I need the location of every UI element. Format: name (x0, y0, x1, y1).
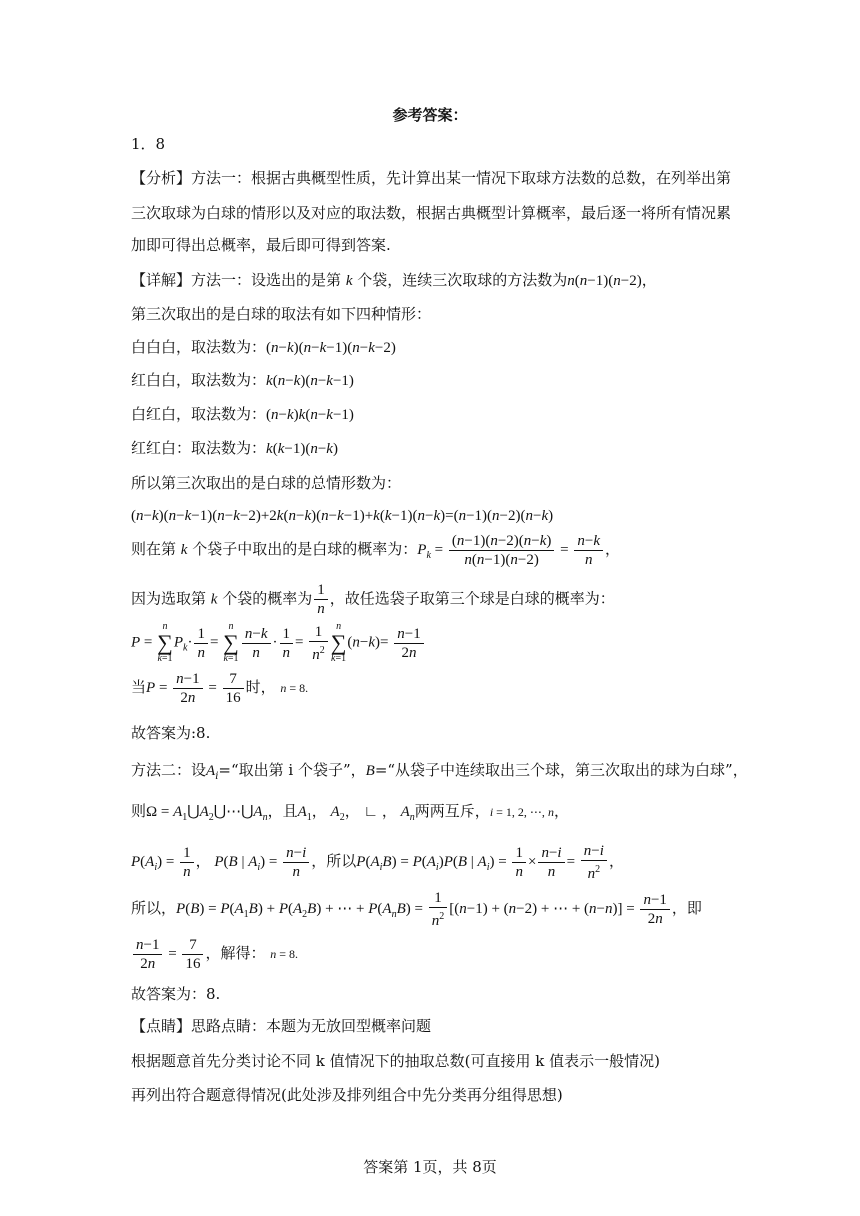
result-formula: $P(B) = P(A_1B) + P(A_2B)$ + ⋯ + $P(A_nB)$ = $\frac{1}{n^2}$ [(n−1) + (n−2) + ⋯ + (n−n)] = $\frac{n-1}{2n}$ (176, 901, 672, 917)
detail-line-1: 【详解】方法一：设选出的是第 k 个袋，连续三次取球的方法数为n(n−1)(n−2)， (131, 271, 657, 289)
choose-frac: $\frac{1}{n}$ (314, 581, 328, 618)
case-3-formula: (n−k)k(n−k−1) (266, 407, 354, 423)
case-1-label: 白白白，取法数为： (131, 338, 267, 356)
so-a: ，所以 (311, 851, 357, 870)
choose-line: 因为选取第 k 个袋的概率为 $\frac{1}{n}$ ，故任选袋子取第三个球是白球的概率为： (131, 582, 615, 617)
method2-a: 方法二：设 (131, 761, 207, 779)
choose-a: 因为选取第 (131, 589, 207, 608)
case-4-label: 红红白：取法数为： (131, 439, 267, 457)
answer-1: 故答案为:8. (131, 724, 211, 742)
comment-text-1: 思路点睛：本题为无放回型概率问题 (191, 1017, 432, 1035)
case-3 (131, 404, 354, 425)
solve-label: ，解得： (205, 943, 266, 962)
formula-total-ways: n(n−1)(n−2) (567, 273, 642, 289)
page-footer: 答案第 1页，共 8页 (363, 1158, 497, 1176)
result-line (131, 889, 702, 930)
analysis-line-2: 三次取球为白球的情形以及对应的取法数，根据古典概型计算概率，最后逐一将所有情况累 (131, 204, 732, 222)
choose-c: ，故任选袋子取第三个球是白球的概率为： (329, 589, 615, 608)
analysis-tag: 【分析】 (131, 169, 192, 187)
then-c: 两两互斥， (414, 802, 490, 820)
prob-k-formula: $P_k$ = $\frac{(n-1)(n-2)(n-k)}{n(n-1)(n-2)}$ = $\frac{n-k}{n}$ (417, 542, 605, 558)
prob-ai-line: $P(A_i)$ = $\frac{1}{n}$ ， P(B | $A_i$) = $\frac{n-i}{n}$ ，所以$P(A_iB) = P(A_i)P(B$ | $A_i$) = $\frac{1}{n}$ × $\frac{n-i}{n}$ = $\frac{n-i}{n^2}$ ， (131, 843, 624, 882)
detail-text-1b: 个袋，连续三次取球的方法数为 (357, 271, 568, 289)
then-a: 则 (131, 802, 147, 820)
when-result: n = 8. (280, 680, 309, 695)
analysis-line-3: 加即可得出总概率，最后即可得到答案. (131, 236, 391, 254)
when-suffix: 时， (245, 677, 276, 696)
comment-line-1 (131, 1016, 431, 1036)
prob-k-line: 则在第 k 个袋子中取出的是白球的概率为：$P_k$ = $\frac{(n-1)(n-2)(n-k)}{n(n-1)(n-2)}$ = $\frac{n-k}{n}$ ， (131, 533, 621, 568)
case-3-label: 白红白，取法数为： (131, 405, 267, 423)
detail-tag: 【详解】 (131, 271, 192, 289)
result-a: 所以， (131, 898, 177, 917)
analysis-line-1 (131, 168, 731, 188)
then-line: 则$\Omega = A_1⋃A_2⋃\cdots⋃A_n$，且$A_1$， $A_2$， ∟ ， $A_n$两两互斥，i = 1, 2, ⋯, n， (131, 802, 569, 823)
index-range: i = 1, 2, ⋯, n (489, 805, 554, 819)
prob-aib-formula: $P(A_iB) = P(A_i)P(B$ | $A_i$) = $\frac{1}{n}$ × $\frac{n-i}{n}$ = $\frac{n-i}{n^2}$ (356, 854, 609, 870)
question-number: 1．8 (131, 135, 166, 153)
prob-k-label-a: 则在第 (131, 539, 177, 558)
answer-2: 故答案为：8. (131, 985, 221, 1003)
total-label: 所以第三次取出的是白球的总情形数为： (131, 474, 402, 492)
case-2 (131, 370, 354, 391)
choose-b: 个袋的概率为 (222, 589, 313, 608)
when-formula: P = $\frac{n-1}{2n}$ = $\frac{7}{16}$ (146, 680, 246, 696)
when-label: 当 (131, 677, 147, 696)
events-list: $A_1$， $A_2$， ∟ ， $A_n$ (297, 804, 415, 823)
comment-tag: 【点睛】 (131, 1017, 192, 1035)
method2-line: 方法二：设$A_i=“$取出第 i 个袋子”，B=“从袋子中连续取出三个球，第三次取出的球为白球”， (131, 761, 748, 782)
prob-k-label-b: 个袋子中取出的是白球的概率为： (192, 539, 418, 558)
page-title: 参考答案： (392, 106, 468, 124)
solve-result: n = 8. (270, 946, 299, 961)
comment-line-3: 再列出符合题意得情况(此处涉及排列组合中先分类再分组得思想) (131, 1086, 563, 1104)
solve-formula: $\frac{n-1}{2n}$ = $\frac{7}{16}$ (131, 946, 205, 962)
case-4-formula: k(k−1)(n−k) (266, 441, 338, 457)
omega-formula: $\Omega = A_1⋃A_2⋃\cdots⋃A_n$ (146, 804, 268, 823)
case-1 (131, 337, 396, 358)
analysis-text-1: 方法一：根据古典概型性质，先计算出某一情况下取球方法数的总数，在列举出第 (191, 169, 732, 187)
comment-line-2: 根据题意首先分类讨论不同 k 值情况下的抽取总数(可直接用 k 值表示一般情况) (131, 1052, 660, 1070)
detail-text-1a: 方法一：设选出的是第 (191, 271, 342, 289)
when-line (131, 670, 308, 707)
prob-ai-formula: $P(A_i)$ = $\frac{1}{n}$ ， P(B | $A_i$) = $\frac{n-i}{n}$ (131, 854, 311, 870)
method2-c: =“从袋子中连续取出三个球，第三次取出的球为白球”， (374, 761, 748, 779)
solve-line (131, 936, 298, 973)
detail-line-2: 第三次取出的是白球的取法有如下四种情形： (131, 305, 432, 323)
sum-formula: P = n ∑ $k=1P_k\cdot$ $\frac{1}{n}$ = n ∑ k=1 $\frac{n-k}{n}$ · $\frac{1}{n}$ = $\frac{1}{n^2}$ n ∑ k=1(n−k)= $\frac{n-1}{2n}$ (131, 622, 426, 664)
case-1-formula: (n−k)(n−k−1)(n−k−2) (266, 340, 396, 356)
result-b: ，即 (671, 898, 702, 917)
total-formula: (n−k)(n−k−1)(n−k−2)+2k(n−k)(n−k−1)+k(k−1)(n−k)=(n−1)(n−2)(n−k) (131, 508, 554, 524)
method2-b: =“取出第 i 个袋子”， (218, 761, 366, 779)
case-2-formula: k(n−k)(n−k−1) (266, 373, 354, 389)
case-2-label: 红白白，取法数为： (131, 371, 267, 389)
case-4 (131, 438, 338, 459)
then-b: ，且 (267, 802, 298, 820)
